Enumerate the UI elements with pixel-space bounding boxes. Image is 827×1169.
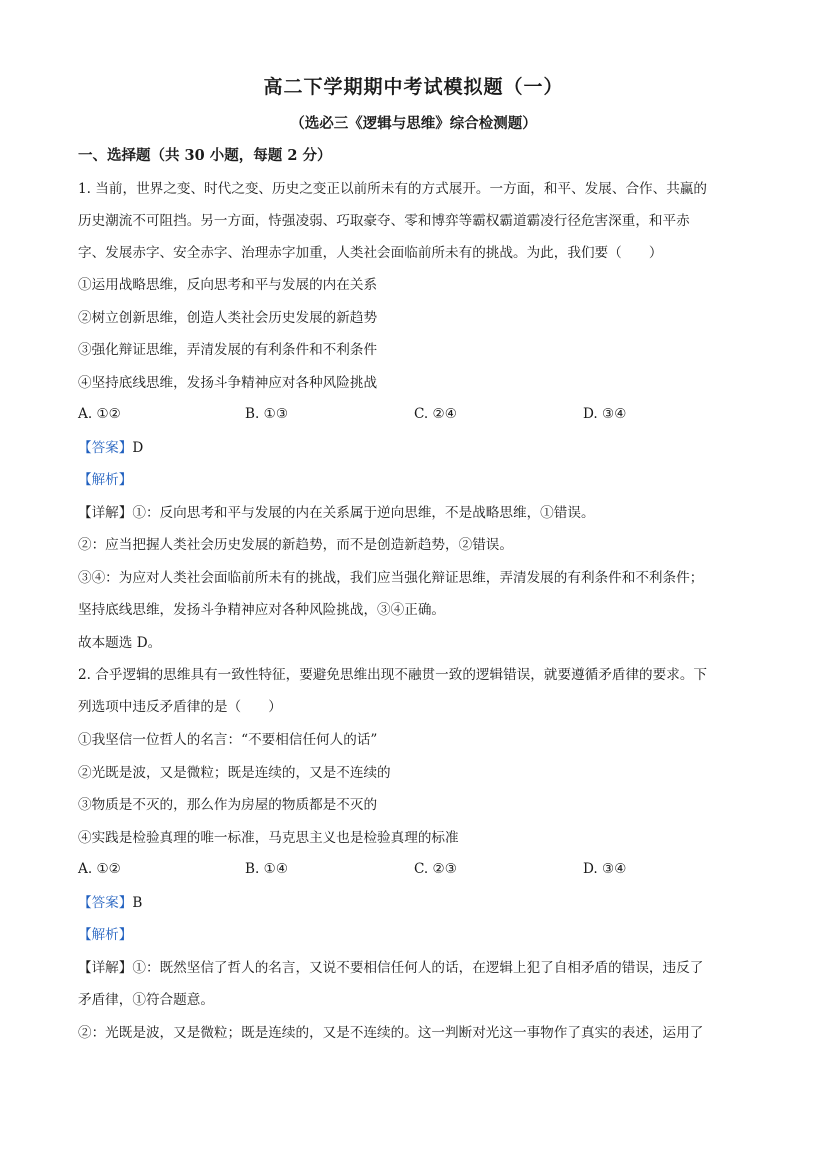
- q2-stem-line: 2. 合乎逻辑的思维具有一致性特征，要避免思维出现不融贯一致的逻辑错误，就要遵循矛盾律的要求。下: [78, 667, 708, 683]
- answer-value: B: [132, 895, 143, 911]
- q1-detail-line: 坚持底线思维，发扬斗争精神应对各种风险挑战，③④正确。: [78, 602, 446, 618]
- q2-option-b: B. ①④: [245, 861, 289, 877]
- q2-item: ①我坚信一位哲人的名言：“不要相信任何人的话”: [78, 732, 378, 748]
- q2-item: ②光既是波，又是微粒；既是连续的，又是不连续的: [78, 765, 391, 781]
- q2-answer: [78, 894, 750, 912]
- q2-options: [78, 861, 750, 879]
- q2-detail-line: ②：光既是波，又是微粒；既是连续的，又是不连续的。这一判断对光这一事物作了真实的表述，运用了: [78, 1025, 704, 1041]
- q2-item: ④实践是检验真理的唯一标准，马克思主义也是检验真理的标准: [78, 830, 459, 846]
- answer-label: 【答案】: [78, 440, 133, 456]
- q1-stem-line: 字、发展赤字、安全赤字、治理赤字加重，人类社会面临前所未有的挑战。为此，我们要（ ）: [78, 245, 663, 261]
- q1-item: ②树立创新思维，创造人类社会历史发展的新趋势: [78, 310, 378, 326]
- q2-detail-line: 矛盾律，①符合题意。: [78, 992, 214, 1008]
- q2-option-c: C. ②③: [414, 861, 457, 877]
- section-heading: 一、选择题（共 30 小题，每题 2 分）: [78, 147, 332, 164]
- q1-detail-line: 【详解】①：反向思考和平与发展的内在关系属于逆向思维，不是战略思维，①错误。: [78, 505, 595, 521]
- q1-options: [78, 406, 750, 424]
- q1-option-d: D. ③④: [583, 406, 627, 422]
- q1-analysis-label: 【解析】: [78, 472, 133, 488]
- q1-option-b: B. ①③: [245, 406, 289, 422]
- page-subtitle: （选必三《逻辑与思维》综合检测题）: [290, 115, 537, 132]
- q2-detail-line: 【详解】①：既然坚信了哲人的名言，又说不要相信任何人的话，在逻辑上犯了自相矛盾的错误，违反了: [78, 960, 704, 976]
- q2-option-a: A. ①②: [78, 861, 121, 877]
- q1-item: ④坚持底线思维，发扬斗争精神应对各种风险挑战: [78, 375, 378, 391]
- q2-item: ③物质是不灭的，那么作为房屋的物质都是不灭的: [78, 797, 378, 813]
- page-title: 高二下学期期中考试模拟题（一）: [263, 76, 564, 98]
- q1-detail-line: ③④：为应对人类社会面临前所未有的挑战，我们应当强化辩证思维，弄清发展的有利条件和不利条件；: [78, 570, 704, 586]
- q1-answer: [78, 439, 750, 457]
- q1-item: ③强化辩证思维，弄清发展的有利条件和不利条件: [78, 342, 378, 358]
- q1-detail-line: ②：应当把握人类社会历史发展的新趋势，而不是创造新趋势，②错误。: [78, 537, 513, 553]
- q1-option-a: A. ①②: [78, 406, 121, 422]
- q2-analysis-label: 【解析】: [78, 927, 133, 943]
- answer-label: 【答案】: [78, 895, 133, 911]
- answer-value: D: [132, 440, 144, 456]
- q2-option-d: D. ③④: [583, 861, 627, 877]
- q2-stem-line: 列选项中违反矛盾律的是（ ）: [78, 699, 282, 715]
- q1-detail-line: 故本题选 D。: [78, 635, 162, 651]
- q1-item: ①运用战略思维，反向思考和平与发展的内在关系: [78, 277, 378, 293]
- q1-stem-line: 历史潮流不可阻挡。另一方面，恃强凌弱、巧取豪夺、零和博弈等霸权霸道霸凌行径危害深重，和平赤: [78, 213, 690, 229]
- q1-stem-line: 1. 当前，世界之变、时代之变、历史之变正以前所未有的方式展开。一方面，和平、发展、合作、共赢的: [78, 181, 708, 197]
- q1-option-c: C. ②④: [414, 406, 457, 422]
